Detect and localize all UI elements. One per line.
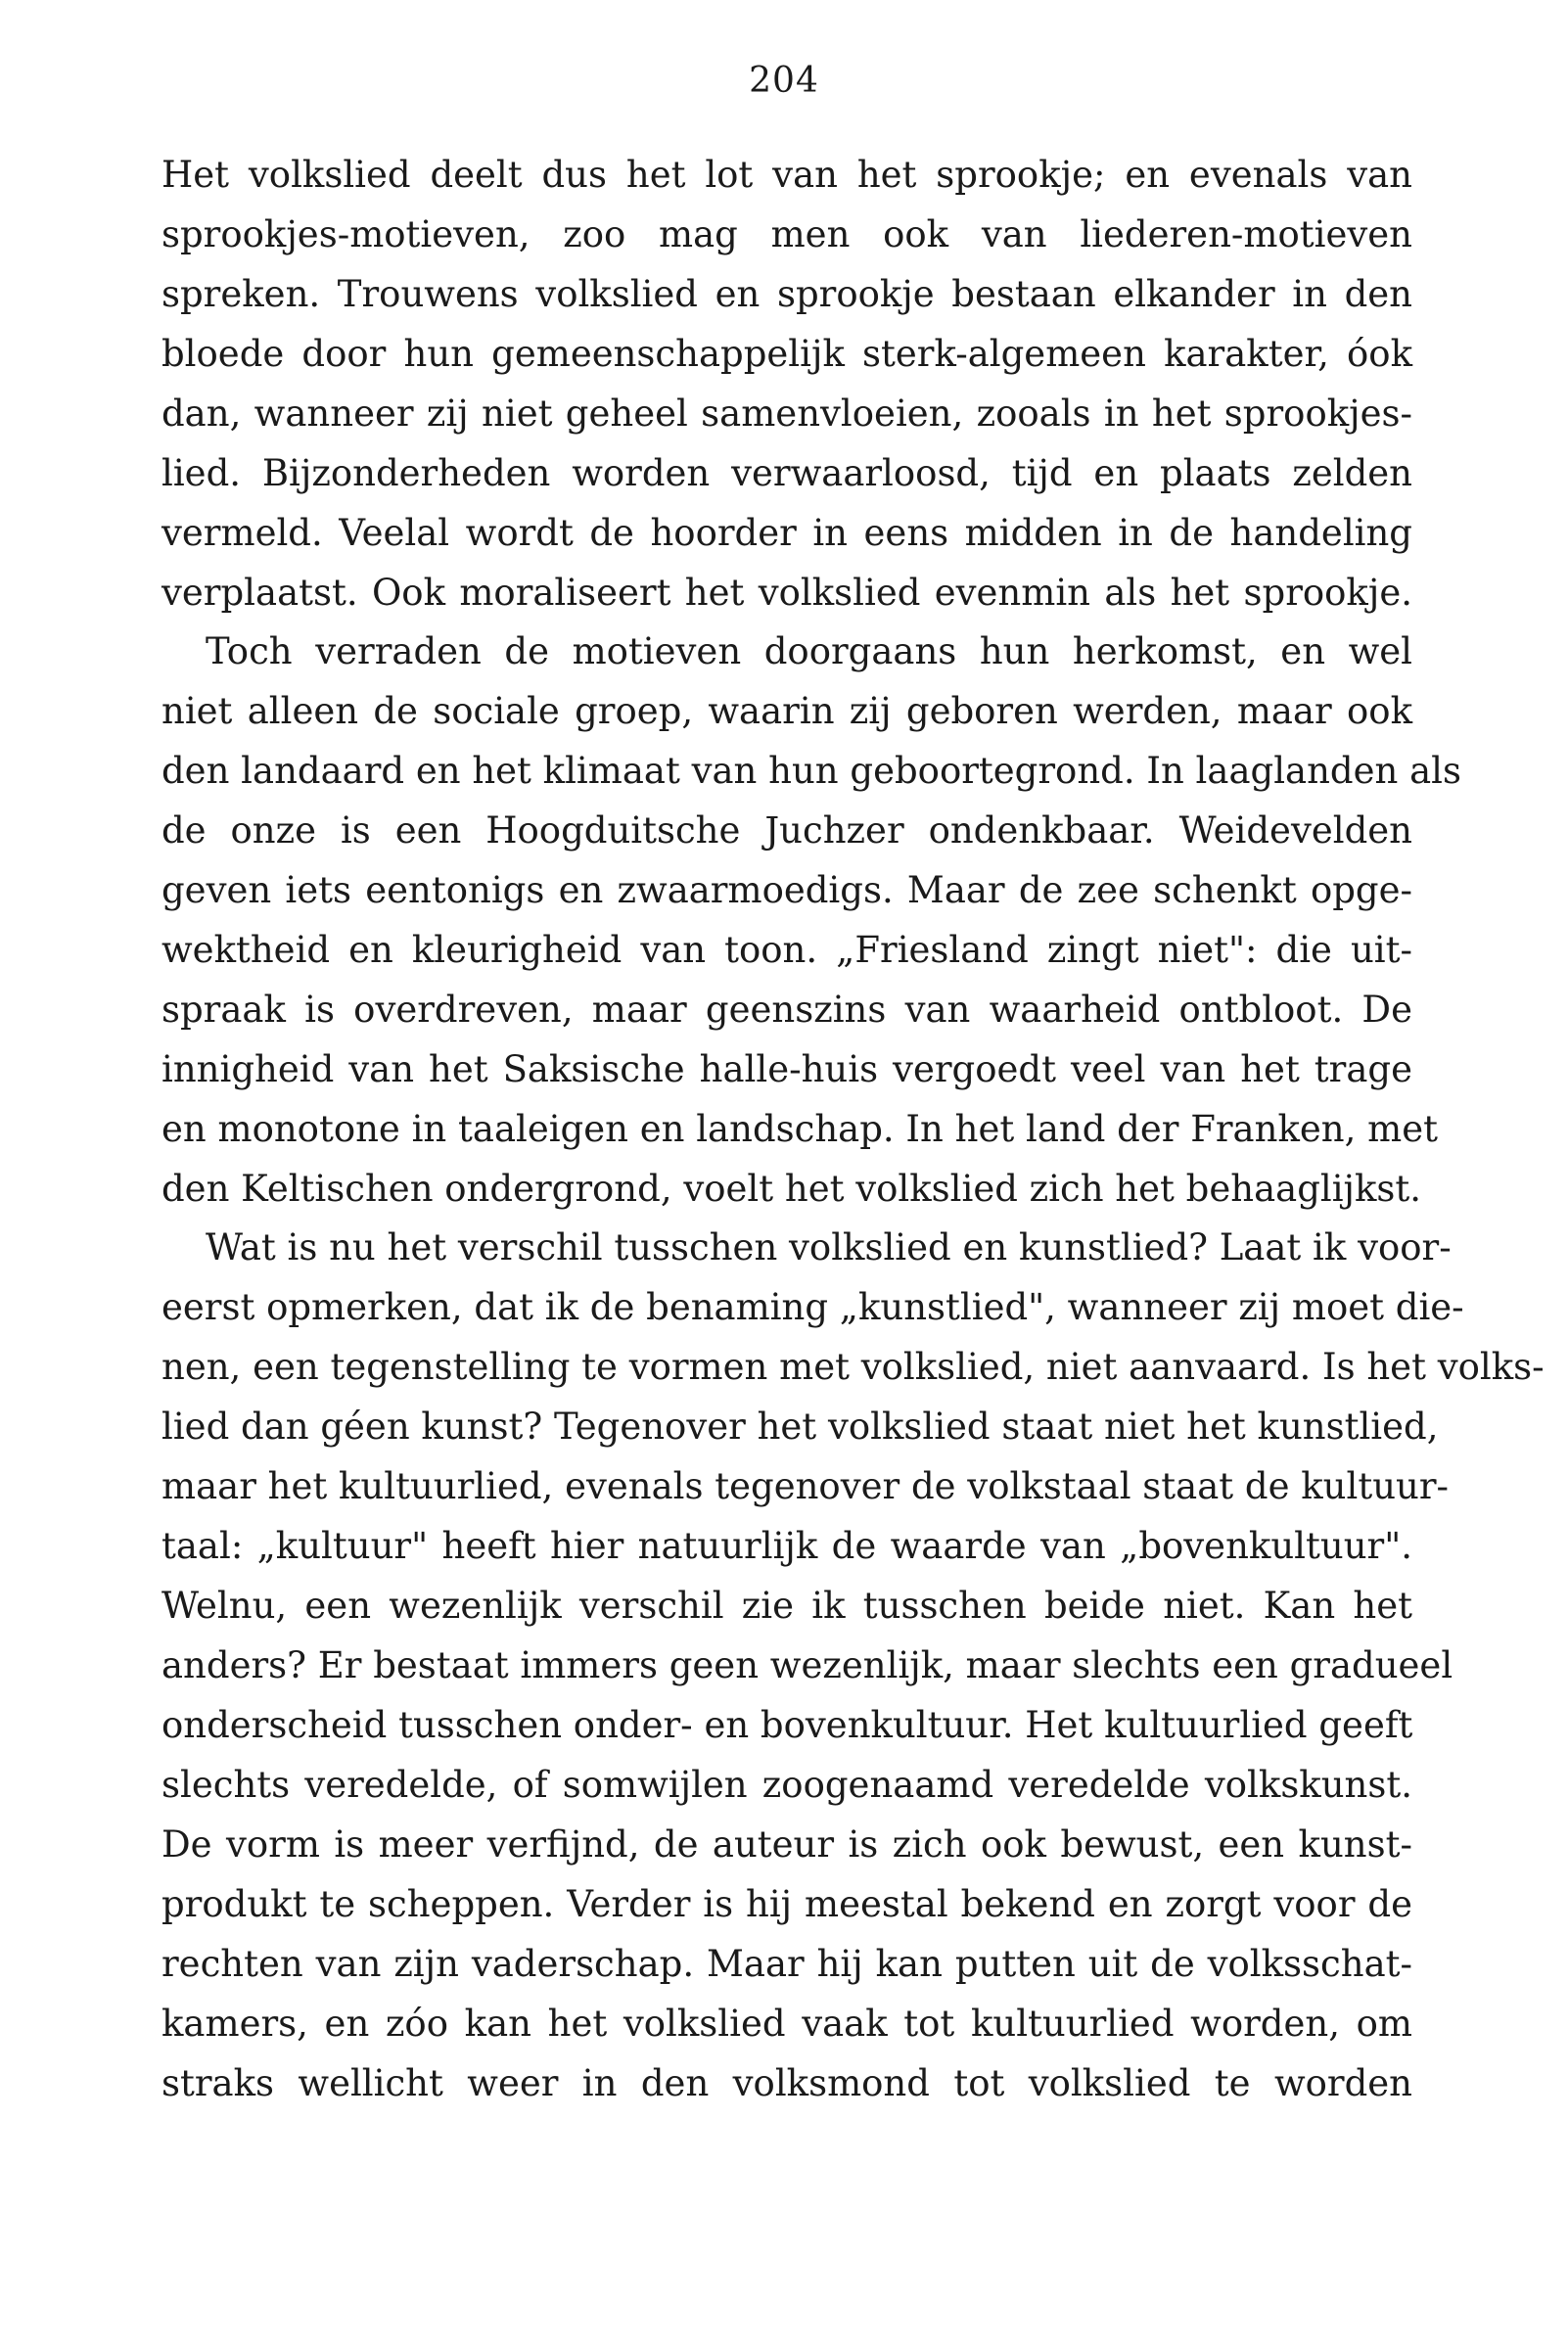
text-line: bloede door hun gemeenschappelijk sterk-algemeen karakter, óok xyxy=(161,333,1412,375)
text-line: geven iets eentonigs en zwaarmoedigs. Maar de zee schenkt opge- xyxy=(161,869,1412,911)
text-line: maar het kultuurlied, evenals tegenover de volkstaal staat de kultuur- xyxy=(161,1465,1450,1507)
text-line: den landaard en het klimaat van hun geboortegrond. In laaglanden als xyxy=(161,750,1461,792)
text-line: Toch verraden de motieven doorgaans hun herkomst, en wel xyxy=(206,630,1412,672)
text-line: de onze is een Hoogduitsche Juchzer ondenkbaar. Weidevelden xyxy=(161,809,1412,852)
text-line: dan, wanneer zij niet geheel samenvloeien, zooals in het sprookjes- xyxy=(161,392,1412,435)
text-line: kamers, en zóo kan het volkslied vaak tot kultuurlied worden, om xyxy=(161,2003,1412,2045)
text-line: lied. Bijzonderheden worden verwaarloosd, tijd en plaats zelden xyxy=(161,452,1412,494)
text-line: De vorm is meer verfijnd, de auteur is zich ook bewust, een kunst- xyxy=(161,1823,1412,1866)
text-line: taal: „kultuur" heeft hier natuurlijk de waarde van „bovenkultuur". xyxy=(161,1525,1412,1567)
text-line: slechts veredelde, of somwijlen zoogenaamd veredelde volkskunst. xyxy=(161,1764,1412,1806)
paragraph xyxy=(161,622,1461,1219)
text-line: straks wellicht weer in den volksmond tot volkslied te worden xyxy=(161,2062,1412,2104)
text-line: anders? Er bestaat immers geen wezenlijk, maar slechts een gradueel xyxy=(161,1644,1453,1686)
text-line: lied dan géen kunst? Tegenover het volkslied staat niet het kunstlied, xyxy=(161,1406,1439,1448)
text-line: innigheid van het Saksische halle-huis vergoedt veel van het trage xyxy=(161,1048,1412,1090)
text-line: eerst opmerken, dat ik de benaming „kunstlied", wanneer zij moet die- xyxy=(161,1286,1464,1328)
page-number: 204 xyxy=(749,61,819,101)
text-line: vermeld. Veelal wordt de hoorder in eens midden in de handeling xyxy=(161,512,1412,554)
text-line: nen, een tegenstelling te vormen met volkslied, niet aanvaard. Is het volks- xyxy=(161,1346,1545,1388)
text-line: Welnu, een wezenlijk verschil zie ik tusschen beide niet. Kan het xyxy=(161,1585,1412,1627)
text-line: Wat is nu het verschil tusschen volkslied en kunstlied? Laat ik voor- xyxy=(206,1226,1452,1268)
paragraph xyxy=(161,1218,1545,2113)
text-line: sprookjes-motieven, zoo mag men ook van liederen-motieven xyxy=(161,213,1412,255)
text-line: spreken. Trouwens volkslied en sprookje bestaan elkander in den xyxy=(161,273,1412,315)
text-line: spraak is overdreven, maar geenszins van waarheid ontbloot. De xyxy=(161,989,1412,1031)
text-line: wektheid en kleurigheid van toon. „Friesland zingt niet": die uit- xyxy=(161,929,1412,971)
paragraph xyxy=(161,145,1412,622)
text-line: verplaatst. Ook moraliseert het volkslied evenmin als het sprookje. xyxy=(161,572,1412,614)
text-line: en monotone in taaleigen en landschap. In het land der Franken, met xyxy=(161,1108,1438,1150)
text-line: Het volkslied deelt dus het lot van het sprookje; en evenals van xyxy=(161,154,1412,196)
text-line: den Keltischen ondergrond, voelt het volkslied zich het behaaglijkst. xyxy=(161,1168,1422,1210)
text-line: rechten van zijn vaderschap. Maar hij kan putten uit de volksschat- xyxy=(161,1943,1412,1985)
text-line: produkt te scheppen. Verder is hij meestal bekend en zorgt voor de xyxy=(161,1883,1412,1925)
text-line: onderscheid tusschen onder- en bovenkultuur. Het kultuurlied geeft xyxy=(161,1704,1413,1746)
text-line: niet alleen de sociale groep, waarin zij geboren werden, maar ook xyxy=(161,690,1412,732)
